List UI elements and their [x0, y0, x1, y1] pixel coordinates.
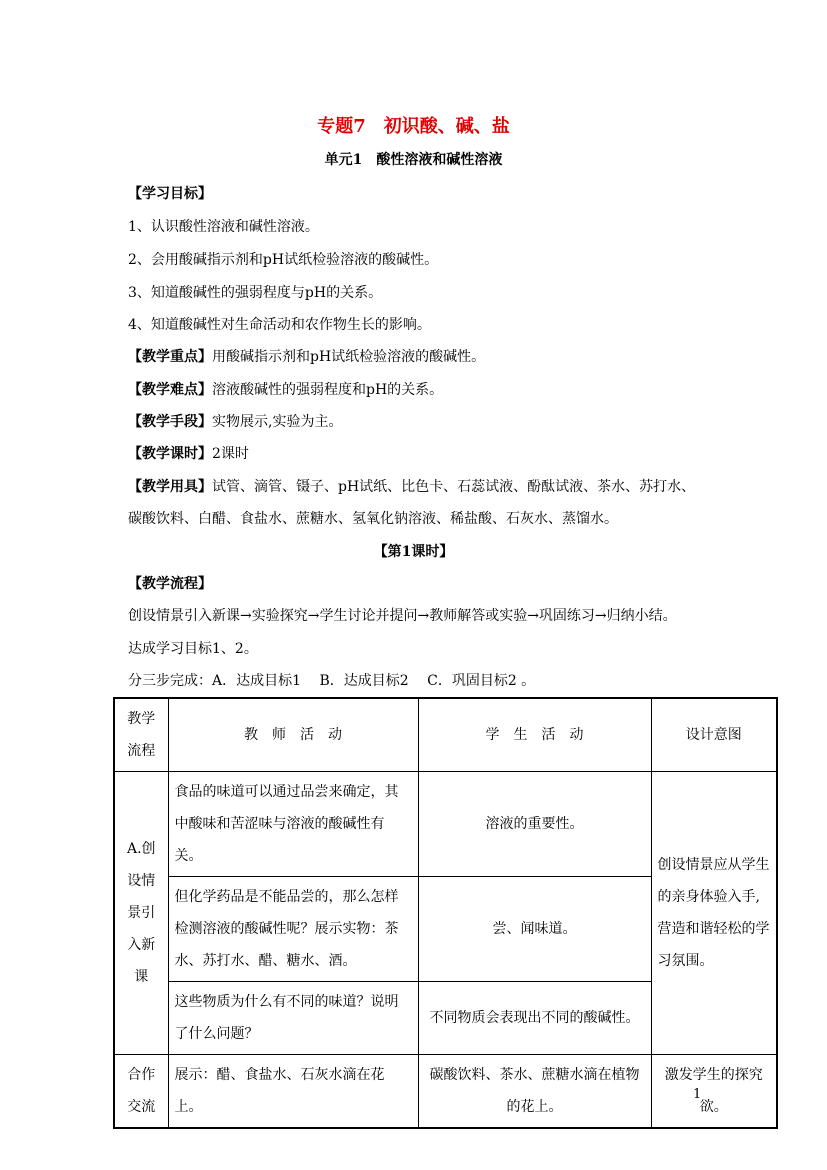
header-teacher: 教 师 活 动 [168, 698, 418, 772]
objective-4: 4、知道酸碱性对生命活动和农作物生长的影响。 [128, 317, 431, 333]
document-title: 专题7 初识酸、碱、盐 [317, 116, 510, 137]
document-subtitle: 单元1 酸性溶液和碱性溶液 [324, 152, 503, 168]
student-cell: 尝、闻味道。 [418, 877, 651, 982]
teaching-focus: 【教学重点】用酸碱指示剂和pH试纸检验溶液的酸碱性。 [128, 349, 486, 365]
student-cell: 不同物质会表现出不同的酸碱性。 [418, 982, 651, 1055]
objective-3: 3、知道酸碱性的强弱程度与pH的关系。 [128, 285, 383, 301]
teacher-cell: 展示：醋、食盐水、石灰水滴在花上。 [168, 1055, 418, 1129]
lesson-table [113, 697, 778, 1129]
header-intent: 设计意图 [651, 698, 777, 772]
objective-2: 2、会用酸碱指示剂和pH试纸检验溶液的酸碱性。 [128, 252, 439, 268]
stage-cell: A.创设情景引入新课 [114, 772, 168, 1055]
teacher-cell: 但化学药品是不能品尝的，那么怎样检测溶液的酸碱性呢？展示实物：茶水、苏打水、醋、糖水、酒。 [168, 877, 418, 982]
student-cell: 溶液的重要性。 [418, 772, 651, 877]
teacher-cell: 这些物质为什么有不同的味道？说明了什么问题？ [168, 982, 418, 1055]
stage-cell: 合作交流 [114, 1055, 168, 1129]
objective-1: 1、认识酸性溶液和碱性溶液。 [128, 219, 319, 235]
flow-heading: 【教学流程】 [128, 576, 212, 592]
header-stage: 教学流程 [114, 698, 168, 772]
page-number: 1 [693, 1087, 702, 1102]
header-student: 学 生 活 动 [418, 698, 651, 772]
teaching-hours: 【教学课时】2课时 [128, 446, 249, 462]
teaching-difficulty: 【教学难点】溶液酸碱性的强弱程度和pH的关系。 [128, 382, 444, 398]
table-row [114, 1055, 777, 1129]
objectives-heading: 【学习目标】 [128, 186, 212, 202]
table-row [114, 772, 777, 877]
intent-cell: 创设情景应从学生的亲身体验入手,营造和谐轻松的学习氛围。 [651, 772, 777, 1055]
goal-text: 达成学习目标1、2。 [128, 641, 258, 657]
teaching-tools: 【教学用具】试管、滴管、镊子、pH试纸、比色卡、石蕊试液、酚酞试液、茶水、苏打水、 [128, 479, 696, 495]
steps-text: 分三步完成：A．达成目标1 B．达成目标2 C．巩固目标2 。 [128, 673, 536, 689]
table-header-row [114, 698, 777, 772]
flow-text: 创设情景引入新课→实验探究→学生讨论并提问→教师解答或实验→巩固练习→归纳小结。 [128, 608, 677, 624]
lesson-heading: 【第1课时】 [373, 544, 454, 560]
teaching-means: 【教学手段】实物展示,实验为主。 [128, 414, 343, 430]
teaching-tools-cont: 碳酸饮料、白醋、食盐水、蔗糖水、氢氧化钠溶液、稀盐酸、石灰水、蒸馏水。 [128, 511, 618, 527]
intent-cell: 激发学生的探究欲。 [651, 1055, 777, 1129]
student-cell: 碳酸饮料、茶水、蔗糖水滴在植物的花上。 [418, 1055, 651, 1129]
teacher-cell: 食品的味道可以通过品尝来确定，其中酸味和苦涩味与溶液的酸碱性有关。 [168, 772, 418, 877]
